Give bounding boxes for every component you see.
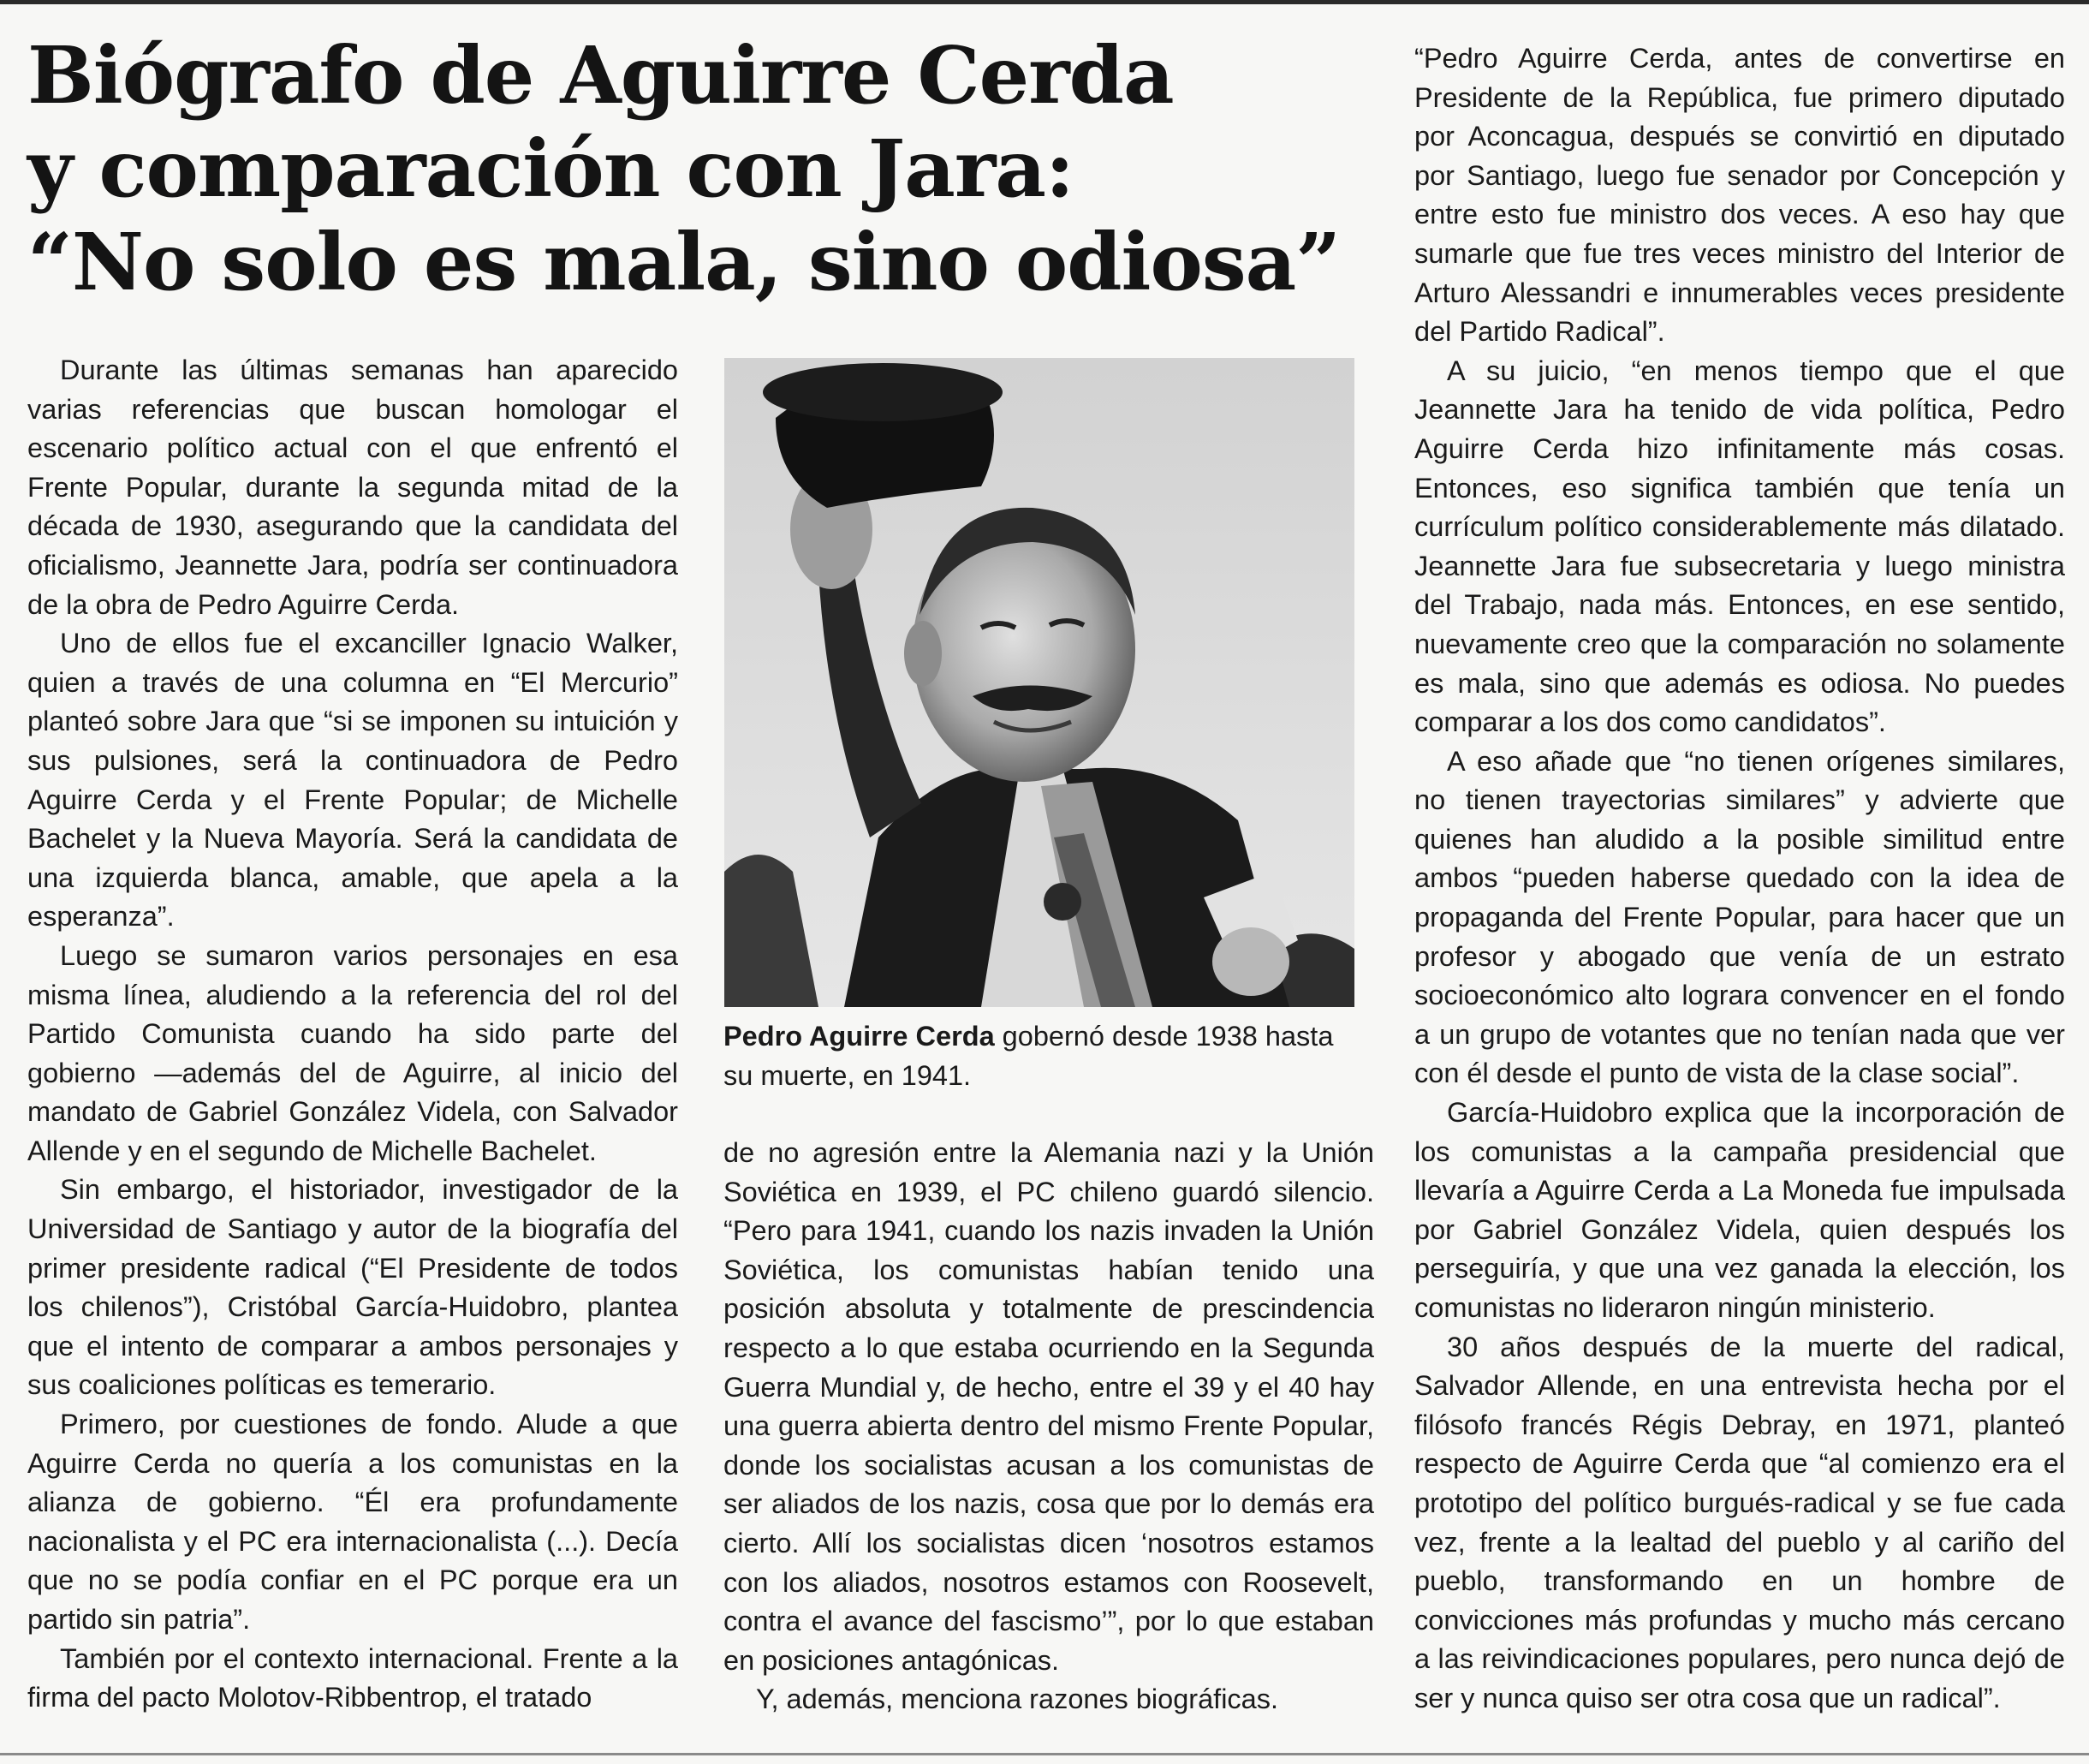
caption-name: Pedro Aguirre Cerda	[723, 1021, 995, 1052]
paragraph: “Pedro Aguirre Cerda, antes de convertirse en Presidente de la República, fue primero diputado por Aconcagua, después se convirtió en diputado por Santiago, luego fue senador por Concepción y entre esto fue ministro dos veces. A eso hay que sumarle que fue tres veces ministro del Interior de Arturo Alessandri e innumerables veces presidente del Partido Radical”.	[1414, 43, 2065, 348]
headline-line: “No solo es mala, sino odiosa”	[27, 216, 1341, 308]
paragraph: Y, además, menciona razones biográficas.	[756, 1684, 1279, 1715]
portrait-photo	[724, 358, 1354, 1007]
paragraph: A eso añade que “no tienen orígenes similares, no tienen trayectorias similares” y advierte que quienes han aludido a la posible similitud entre ambos “pueden haberse quedado con la idea de propaganda del Frente Popular, para hacer que un profesor y abogado que venía de un estrato socioeconómico alto lograra convencer en el fondo a un grupo de votantes que no tenían nada que ver con él desde el punto de vista de la clase social”.	[1414, 745, 2065, 1089]
headline-line: Biógrafo de Aguirre Cerda	[27, 29, 1174, 122]
paragraph: de no agresión entre la Alemania nazi y la Unión Soviética en 1939, el PC chileno guardó silencio. “Pero para 1941, cuando los nazis invaden la Unión Soviética, los comunistas habían tenido una posición absoluta y totalmente de prescindencia respecto a lo que estaba ocurriendo en la Segunda Guerra Mundial y, de hecho, entre el 39 y el 40 hay una guerra abierta dentro del mismo Frente Popular, donde los socialistas acusan a los comunistas de ser aliados de los nazis, cosa que por lo demás era cierto. Allí los socialistas dicen ‘nosotros estamos con los aliados, nosotros estamos con Roosevelt, contra el avance del fascismo’”, por lo que estaban en posiciones antagónicas.	[723, 1137, 1374, 1676]
caption-text: gobernó desde 1938 hasta su muerte, en 1941.	[723, 1021, 1334, 1091]
paragraph: Primero, por cuestiones de fondo. Alude a que Aguirre Cerda no quería a los comunistas en la alianza de gobierno. “Él era profundamente nacionalista y el PC era internacionalista (...). Decía que no se podía confiar en el PC porque era un partido sin patria”.	[27, 1409, 678, 1635]
paragraph: Luego se sumaron varios personajes en esa misma línea, aludiendo a la referencia del rol del Partido Comunista cuando ha sido parte del gobierno —además del de Aguirre, al inicio del mandato de Gabriel González Videla, con Salvador Allende y en el segundo de Michelle Bachelet.	[27, 939, 678, 1166]
paragraph: También por el contexto internacional. Frente a la firma del pacto Molotov-Ribbentrop, el tratado	[27, 1642, 678, 1713]
headline	[27, 29, 1380, 309]
article-column-2	[723, 1134, 1374, 1719]
paragraph: A su juicio, “en menos tiempo que el que Jeannette Jara ha tenido de vida política, Pedro Aguirre Cerda hizo infinitamente más cosas. Entonces, eso significa también que tenía un currículum político considerablemente más dilatado. Jeannette Jara fue subsecretaria y luego ministra del Trabajo, nada más. Entonces, en ese sentido, nuevamente creo que la comparación no solamente es mala, sino que además es odiosa. No puedes comparar a los dos como candidatos”.	[1414, 355, 2065, 738]
headline-line: y comparación con Jara:	[27, 122, 1074, 215]
article-column-3	[1414, 39, 2065, 1719]
paragraph: García-Huidobro explica que la incorporación de los comunistas a la campaña presidencial que llevaría a Aguirre Cerda a La Moneda fue impulsada por Gabriel González Videla, quien después los perseguiría, y que una vez ganada la elección, los comunistas no lideraron ningún ministerio.	[1414, 1097, 2065, 1323]
paragraph: Sin embargo, el historiador, investigador de la Universidad de Santiago y autor de la biografía del primer presidente radical (“El Presidente de todos los chilenos”), Cristóbal García-Huidobro, plantea que el intento de comparar a ambos personajes y sus coaliciones políticas es temerario.	[27, 1174, 678, 1401]
paragraph: Durante las últimas semanas han aparecido varias referencias que buscan homologar el escenario político actual con el que enfrentó el Frente Popular, durante la segunda mitad de la década de 1930, asegurando que la candidata del oficialismo, Jeannette Jara, podría ser continuadora de la obra de Pedro Aguirre Cerda.	[27, 355, 678, 620]
top-rule	[0, 0, 2089, 4]
photo-caption	[723, 1017, 1354, 1095]
article-column-1	[27, 351, 678, 1718]
paragraph: Uno de ellos fue el excanciller Ignacio Walker, quien a través de una columna en “El Mercurio” planteó sobre Jara que “si se imponen su intuición y sus pulsiones, será la continuadora de Pedro Aguirre Cerda y el Frente Popular; de Michelle Bachelet y la Nueva Mayoría. Será la candidata de una izquierda blanca, amable, que apela a la esperanza”.	[27, 628, 678, 933]
bottom-rule	[0, 1753, 2089, 1755]
paragraph: 30 años después de la muerte del radical, Salvador Allende, en una entrevista hecha por el filósofo francés Régis Debray, en 1971, planteó respecto de Aguirre Cerda que “al comienzo era el prototipo del político burgués-radical y se fue cada vez, frente a la lealtad del pueblo y al cariño del pueblo, transformando en un hombre de convicciones más profundas y mucho más cercano a las reivindicaciones populares, pero nunca dejó de ser y nunca quiso ser otra cosa que un radical”.	[1414, 1331, 2065, 1713]
